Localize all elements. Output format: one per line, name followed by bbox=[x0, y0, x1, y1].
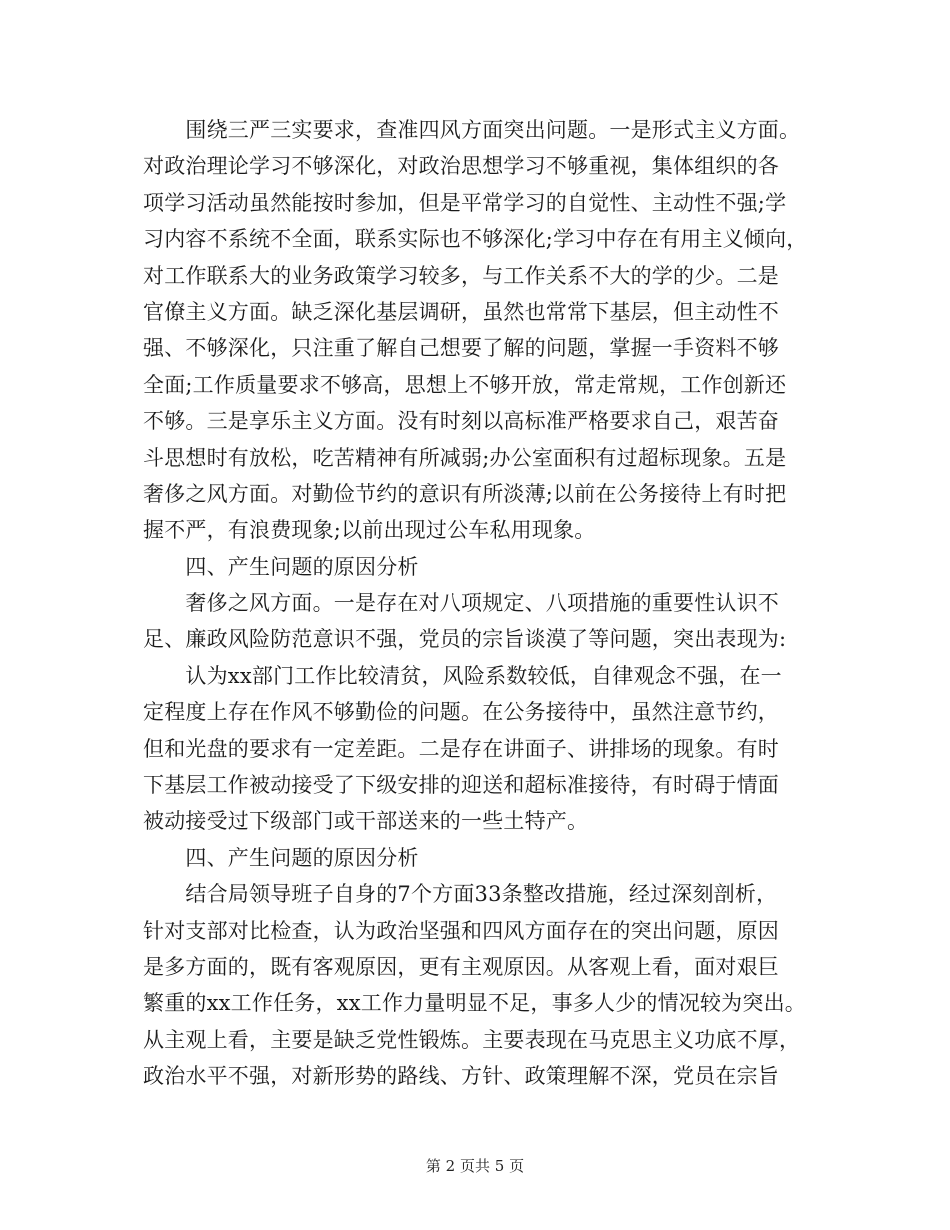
text-line: 下基层工作被动接受了下级安排的迎送和超标准接待，有时碍于情面 bbox=[143, 773, 779, 798]
text-line: 针对支部对比检查，认为政治坚强和四风方面存在的突出问题，原因 bbox=[143, 918, 779, 943]
text-line: 握不严，有浪费现象;以前出现过公车私用现象。 bbox=[143, 518, 596, 543]
text-line: 围绕三严三实要求，查准四风方面突出问题。一是形式主义方面。 bbox=[143, 118, 801, 142]
text-line: 足、廉政风险防范意识不强，党员的宗旨谈漠了等问题，突出表现为: bbox=[143, 627, 787, 652]
text-line: 习内容不系统不全面，联系实际也不够深化;学习中存在有用主义倾向， bbox=[143, 227, 808, 252]
text-line: 官僚主义方面。缺乏深化基层调研，虽然也常常下基层，但主动性不 bbox=[143, 299, 779, 324]
text-line: 强、不够深化，只注重了解自己想要了解的问题，掌握一手资料不够 bbox=[143, 336, 779, 361]
page-number-footer: 第 2 页共 5 页 bbox=[425, 1157, 525, 1175]
document-body bbox=[143, 112, 823, 1095]
text-line: 对工作联系大的业务政策学习较多，与工作关系不大的学的少。二是 bbox=[143, 263, 779, 288]
text-line: 被动接受过下级部门或干部送来的一些土特产。 bbox=[143, 809, 589, 834]
text-line: 结合局领导班子自身的7个方面33条整改措施，经过深刻剖析， bbox=[143, 882, 778, 907]
section-heading: 四、产生问题的原因分析 bbox=[143, 554, 419, 579]
text-line: 但和光盘的要求有一定差距。二是存在讲面子、讲排场的现象。有时 bbox=[143, 736, 779, 761]
text-line: 政治水平不强，对新形势的路线、方针、政策理解不深，党员在宗旨 bbox=[143, 1064, 779, 1089]
section-heading: 四、产生问题的原因分析 bbox=[143, 845, 419, 870]
text-line: 奢侈之风方面。对勤俭节约的意识有所淡薄;以前在公务接待上有时把 bbox=[143, 481, 787, 506]
text-line: 定程度上存在作风不够勤俭的问题。在公务接待中，虽然注意节约， bbox=[143, 700, 779, 725]
text-line: 对政治理论学习不够深化，对政治思想学习不够重视，集体组织的各 bbox=[143, 154, 779, 179]
text-line: 斗思想时有放松，吃苦精神有所减弱;办公室面积有过超标现象。五是 bbox=[143, 445, 787, 470]
text-line: 不够。三是享乐主义方面。没有时刻以高标准严格要求自己，艰苦奋 bbox=[143, 409, 779, 434]
text-line: 是多方面的，既有客观原因，更有主观原因。从客观上看，面对艰巨 bbox=[143, 954, 779, 979]
text-line: 从主观上看，主要是缺乏党性锻炼。主要表现在马克思主义功底不厚， bbox=[143, 1027, 801, 1052]
text-line: 全面;工作质量要求不够高，思想上不够开放，常走常规，工作创新还 bbox=[143, 372, 787, 397]
text-line: 繁重的xx工作任务，xx工作力量明显不足，事多人少的情况较为突出。 bbox=[143, 991, 806, 1016]
text-line: 奢侈之风方面。一是存在对八项规定、八项措施的重要性认识不 bbox=[143, 591, 779, 616]
text-line: 认为xx部门工作比较清贫，风险系数较低，自律观念不强，在一 bbox=[143, 663, 782, 688]
text-line: 项学习活动虽然能按时参加，但是平常学习的自觉性、主动性不强;学 bbox=[143, 190, 787, 215]
